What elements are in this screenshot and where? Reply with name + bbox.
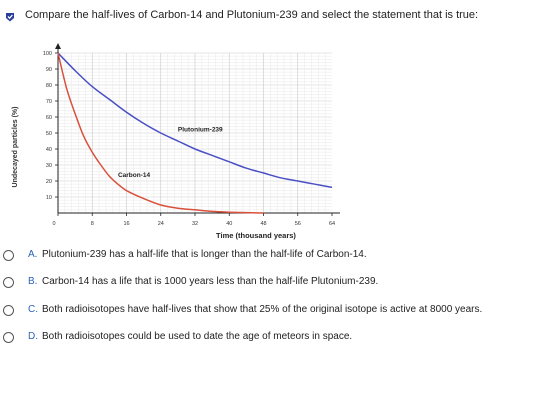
option-a-letter: A. — [28, 249, 38, 260]
y-tick-label: 50 — [45, 131, 52, 137]
option-d[interactable] — [0, 330, 533, 348]
option-b[interactable] — [0, 275, 533, 293]
y-tick-label: 100 — [42, 51, 52, 57]
option-a-radio[interactable] — [3, 250, 14, 261]
x-tick-label: 48 — [260, 221, 267, 227]
x-tick-label: 64 — [328, 221, 336, 227]
option-c-letter: C. — [28, 304, 38, 315]
option-c[interactable] — [0, 303, 533, 321]
y-tick-label: 10 — [45, 195, 52, 201]
option-b-letter: B. — [28, 276, 38, 287]
x-tick-label: 0 — [52, 221, 56, 227]
y-axis-arrow-icon — [55, 43, 61, 49]
plutonium-239-label: Plutonium-239 — [177, 126, 223, 134]
x-tick-label: 24 — [157, 221, 164, 227]
y-tick-label: 80 — [45, 83, 52, 89]
option-a[interactable] — [0, 248, 533, 266]
option-b-radio[interactable] — [3, 277, 14, 288]
y-tick-labels — [43, 51, 52, 201]
x-tick-label: 8 — [90, 221, 94, 227]
question-status-icon — [5, 9, 15, 19]
y-tick-label: 20 — [45, 179, 52, 185]
y-tick-label: 60 — [45, 115, 52, 121]
option-c-text: Both radioisotopes have half-lives that show that 25% of the original isotope is active at 8000 years. — [42, 304, 483, 315]
x-tick-label: 32 — [191, 221, 199, 227]
y-tick-label: 40 — [45, 147, 52, 153]
option-d-radio[interactable] — [3, 332, 14, 343]
x-tick-labels — [52, 221, 335, 227]
x-tick-label: 56 — [294, 221, 301, 227]
option-d-letter: D. — [28, 331, 38, 342]
option-a-text: Plutonium-239 has a half-life that is longer than the half-life of Carbon-14. — [42, 249, 367, 260]
half-life-chart — [0, 40, 533, 240]
y-tick-label: 70 — [45, 99, 52, 105]
x-tick-label: 40 — [226, 221, 233, 227]
y-axis-label: Undecayed particles (%) — [12, 106, 19, 188]
carbon-14-label: Carbon-14 — [117, 172, 151, 179]
option-d-text: Both radioisotopes could be used to date the age of meteors in space. — [42, 331, 353, 342]
option-c-radio[interactable] — [3, 305, 14, 316]
option-b-text: Carbon-14 has a life that is 1000 years less than the half-life Plutonium-239. — [42, 276, 379, 287]
question-text: Compare the half-lives of Carbon-14 and Plutonium-239 and select the statement that is true: — [25, 9, 479, 21]
x-tick-label: 16 — [123, 221, 130, 227]
x-axis-label: Time (thousand years) — [216, 231, 296, 240]
y-tick-label: 30 — [45, 163, 52, 169]
y-tick-label: 90 — [45, 67, 52, 73]
